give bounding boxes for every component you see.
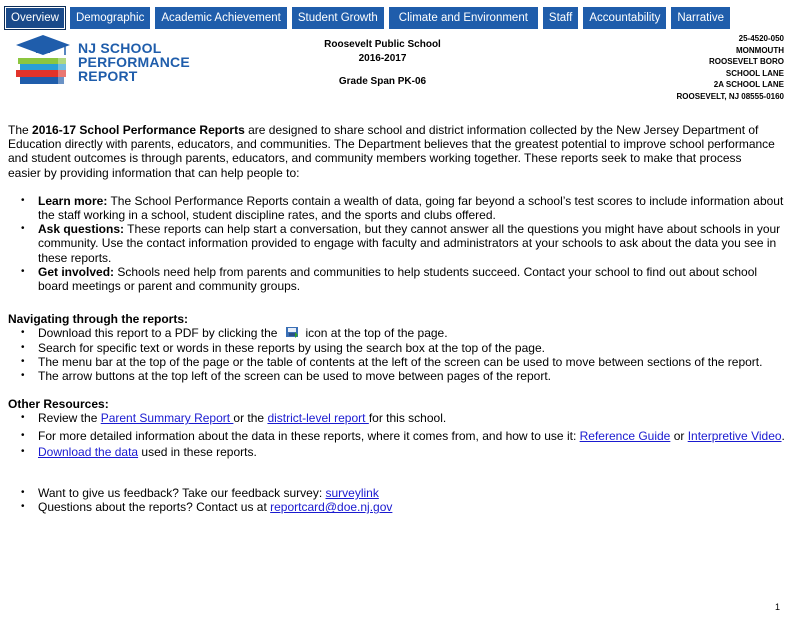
nav-item-text: icon at the top of the page. bbox=[305, 326, 448, 341]
intro-pre: The bbox=[8, 123, 33, 137]
logo-line-3: REPORT bbox=[78, 68, 138, 84]
nj-school-performance-report-logo bbox=[10, 33, 190, 88]
list-item bbox=[8, 500, 788, 514]
reference-guide-link[interactable]: Reference Guide bbox=[579, 428, 671, 443]
resource-text: . bbox=[781, 428, 785, 443]
pdf-download-icon[interactable] bbox=[285, 326, 299, 338]
top-nav bbox=[5, 7, 730, 29]
list-item bbox=[8, 486, 788, 500]
school-year: 2016-2017 bbox=[358, 53, 407, 64]
intro-post: are designed to share school and district information collected by the New Jersey Department of Education directly with parents, educators, and communities. The Department believes that the greatest potential to improve school performance and student outcomes is through parents, educators, and community members working together. These reports seek to make that process easier by providing information that can help people to: bbox=[8, 123, 775, 180]
nav-item-text: The menu bar at the top of the page or the table of contents at the left of the screen can be used to move between sections of the report. bbox=[38, 354, 763, 369]
tab-accountability[interactable]: Accountability bbox=[583, 7, 666, 29]
list-item bbox=[8, 445, 788, 459]
contact-email-link[interactable]: reportcard@doe.nj.gov bbox=[270, 500, 393, 515]
intro-bold: 2016-17 School Performance Reports bbox=[32, 123, 245, 137]
tab-academic-achievement[interactable]: Academic Achievement bbox=[155, 7, 287, 29]
school-name: Roosevelt Public School bbox=[324, 39, 441, 50]
feedback-text: Questions about the reports? Contact us at bbox=[38, 500, 271, 515]
tab-overview[interactable]: Overview bbox=[5, 7, 65, 29]
tab-staff[interactable]: Staff bbox=[543, 7, 578, 29]
books-grad-cap-icon bbox=[10, 33, 76, 88]
feedback-list bbox=[8, 486, 788, 514]
parent-summary-report-link[interactable]: Parent Summary Report bbox=[100, 411, 234, 426]
resource-text: Review the bbox=[38, 411, 101, 426]
resource-text: used in these reports. bbox=[138, 444, 257, 459]
list-item bbox=[8, 355, 788, 369]
logo-text bbox=[78, 41, 190, 83]
bullet-bold: Learn more: bbox=[38, 193, 108, 208]
school-address-block bbox=[677, 33, 784, 103]
address-city: ROOSEVELT, NJ 08555-0160 bbox=[676, 91, 784, 101]
navigating-list bbox=[8, 326, 788, 383]
tab-climate-and-environment[interactable]: Climate and Environment bbox=[389, 7, 538, 29]
bullet-text: Schools need help from parents and communities to help students succeed. Contact your school to find out about school board meetings or parent and community groups. bbox=[38, 264, 758, 294]
county: MONMOUTH bbox=[736, 45, 784, 55]
tab-narrative[interactable]: Narrative bbox=[671, 7, 730, 29]
survey-link[interactable]: surveylink bbox=[325, 486, 379, 501]
grade-span: Grade Span PK-06 bbox=[338, 76, 427, 87]
list-item bbox=[8, 411, 788, 425]
interpretive-video-link[interactable]: Interpretive Video bbox=[687, 428, 782, 443]
address-street: 2A SCHOOL LANE bbox=[713, 80, 784, 90]
tab-demographic[interactable]: Demographic bbox=[70, 7, 150, 29]
purpose-list bbox=[8, 194, 788, 293]
logo-line-2: PERFORMANCE bbox=[78, 54, 190, 70]
resource-text: for this school. bbox=[368, 411, 447, 426]
list-item bbox=[8, 265, 788, 293]
list-item bbox=[8, 194, 788, 222]
intro-paragraph bbox=[8, 123, 776, 180]
list-item bbox=[8, 369, 788, 383]
overview-content bbox=[8, 123, 788, 514]
other-resources-title: Other Resources: bbox=[8, 397, 109, 412]
address-lane: SCHOOL LANE bbox=[725, 68, 784, 78]
district-level-report-link[interactable]: district-level report bbox=[267, 411, 369, 426]
page-number: 1 bbox=[774, 602, 780, 612]
resource-text: For more detailed information about the data in these reports, where it comes from, and how to use it: bbox=[38, 428, 580, 443]
feedback-text: Want to give us feedback? Take our feedback survey: bbox=[38, 486, 326, 501]
list-item bbox=[8, 326, 788, 340]
nav-item-text: The arrow buttons at the top left of the screen can be used to move between pages of the report. bbox=[38, 369, 551, 384]
nav-item-text: Download this report to a PDF by clicking the bbox=[38, 326, 278, 341]
resource-text: or bbox=[670, 428, 688, 443]
bullet-text: The School Performance Reports contain a wealth of data, going far beyond a school’s test scores to include information about the staff working in a school, student discipline rates, and the sports and clubs offered. bbox=[38, 193, 784, 223]
tab-student-growth[interactable]: Student Growth bbox=[292, 7, 384, 29]
list-item bbox=[8, 222, 788, 265]
bullet-text: These reports can help start a conversation, but they cannot answer all the questions you might have about schools in your community. Use the contact information provided to engage with faculty and administrators at your schools to ask about the data you see in these reports. bbox=[38, 222, 781, 265]
logo-line-1: NJ SCHOOL bbox=[78, 40, 162, 56]
download-data-link[interactable]: Download the data bbox=[38, 444, 139, 459]
list-item bbox=[8, 341, 788, 355]
district: ROOSEVELT BORO bbox=[709, 57, 784, 67]
nav-item-text: Search for specific text or words in these reports by using the search box at the top of the page. bbox=[38, 340, 545, 355]
navigating-title: Navigating through the reports: bbox=[8, 312, 188, 327]
list-item bbox=[8, 429, 788, 443]
bullet-bold: Get involved: bbox=[38, 264, 115, 279]
other-resources-list bbox=[8, 411, 788, 459]
bullet-bold: Ask questions: bbox=[38, 222, 125, 237]
school-code: 25-4520-050 bbox=[738, 34, 784, 43]
resource-text: or the bbox=[233, 411, 268, 426]
